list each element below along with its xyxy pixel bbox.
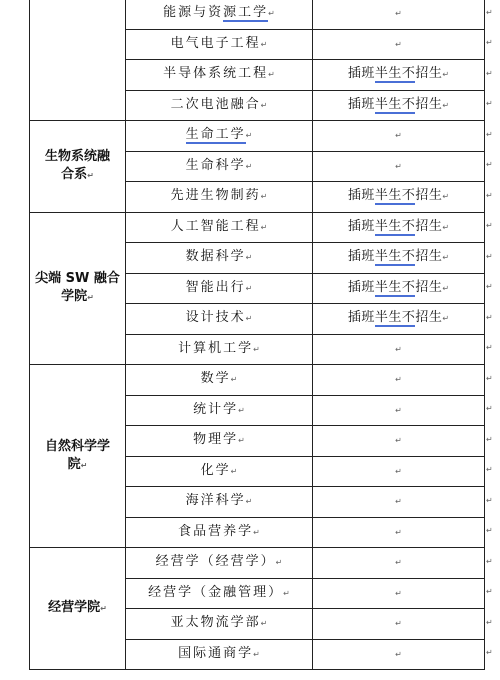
cell-end-mark-icon: ↵	[260, 39, 268, 49]
cell-end-mark-icon: ↵	[268, 70, 275, 80]
row-end-mark-icon: ↵	[486, 526, 493, 536]
cell-end-mark-icon: ↵	[260, 192, 268, 202]
major-cell	[126, 90, 313, 121]
cell-end-mark-icon: ↵	[275, 558, 283, 568]
college-cell	[30, 0, 126, 121]
note-text: 插班半生不招生	[347, 66, 443, 82]
major-name: 设计技术	[185, 310, 246, 326]
cell-end-mark-icon: ↵	[245, 497, 253, 507]
major-name: 海洋科学	[185, 493, 246, 509]
row-end-mark-icon: ↵	[486, 221, 493, 231]
cell-end-mark-icon: ↵	[245, 314, 253, 324]
note-cell	[313, 365, 485, 396]
row-end-mark-icon: ↵	[486, 160, 493, 170]
college-cell	[30, 121, 126, 213]
row-end-mark-icon: ↵	[486, 282, 493, 292]
cell-end-mark-icon: ↵	[245, 161, 253, 171]
majors-table-body	[30, 0, 485, 670]
note-text: 插班半生不招生	[347, 310, 443, 326]
college-name-line: 学院↵	[61, 288, 94, 304]
cell-end-mark-icon: ↵	[245, 283, 253, 293]
cell-end-mark-icon: ↵	[395, 588, 402, 598]
table-row	[30, 0, 485, 29]
note-text: 插班半生不招生	[347, 96, 443, 112]
major-cell	[126, 60, 313, 91]
major-cell	[126, 517, 313, 548]
major-name: 经营学（经营学）	[155, 554, 276, 570]
note-cell	[313, 29, 485, 60]
paragraph-mark-icon: ↵	[87, 170, 94, 180]
college-name-line: 院↵	[67, 456, 88, 472]
note-cell	[313, 517, 485, 548]
note-text: 插班半生不招生	[347, 218, 443, 234]
cell-end-mark-icon: ↵	[245, 131, 253, 141]
college-cell	[30, 212, 126, 365]
row-end-mark-icon: ↵	[486, 648, 493, 658]
row-end-mark-icon: ↵	[486, 99, 493, 109]
cell-end-mark-icon: ↵	[253, 649, 260, 659]
note-cell	[313, 60, 485, 91]
major-cell	[126, 609, 313, 640]
table-row	[30, 365, 485, 396]
major-cell	[126, 395, 313, 426]
note-cell	[313, 304, 485, 335]
major-cell	[126, 456, 313, 487]
note-cell	[313, 151, 485, 182]
college-cell	[30, 365, 126, 548]
note-cell	[313, 426, 485, 457]
major-cell	[126, 304, 313, 335]
major-name: 生命科学	[185, 157, 246, 173]
major-cell	[126, 243, 313, 274]
cell-end-mark-icon: ↵	[283, 588, 290, 598]
major-cell	[126, 548, 313, 579]
row-end-mark-icon: ↵	[486, 129, 493, 139]
major-name: 化学	[200, 462, 231, 478]
cell-end-mark-icon: ↵	[245, 253, 253, 263]
cell-end-mark-icon: ↵	[260, 100, 268, 110]
note-text: 插班半生不招生	[347, 279, 443, 295]
cell-end-mark-icon: ↵	[395, 649, 402, 659]
major-cell	[126, 426, 313, 457]
cell-end-mark-icon: ↵	[395, 344, 402, 354]
note-cell	[313, 609, 485, 640]
major-name: 人工智能工程	[170, 218, 261, 234]
cell-end-mark-icon: ↵	[395, 131, 402, 141]
major-name: 物理学	[193, 432, 239, 448]
major-name: 国际通商学	[178, 645, 254, 661]
major-name: 计算机工学	[178, 340, 254, 356]
major-cell	[126, 182, 313, 213]
major-name: 亚太物流学部	[170, 615, 261, 631]
table-row	[30, 548, 485, 579]
note-cell	[313, 121, 485, 152]
row-end-mark-icon: ↵	[486, 7, 493, 17]
cell-end-mark-icon: ↵	[395, 527, 402, 537]
row-end-mark-icon: ↵	[486, 38, 493, 48]
major-name: 电气电子工程	[170, 35, 261, 51]
college-name-line: 尖端 SW 融合	[35, 270, 120, 286]
note-cell	[313, 395, 485, 426]
paragraph-mark-icon: ↵	[100, 604, 107, 613]
major-name: 半导体系统工程	[163, 66, 269, 82]
cell-end-mark-icon: ↵	[395, 405, 402, 415]
major-name: 数据科学	[185, 249, 246, 265]
note-text: 插班半生不招生	[347, 249, 443, 265]
row-end-mark-icon: ↵	[486, 373, 493, 383]
row-end-mark-icon: ↵	[486, 587, 493, 597]
major-name: 经营学（金融管理）	[148, 584, 284, 600]
cell-end-mark-icon: ↵	[395, 558, 402, 568]
majors-table	[29, 0, 485, 670]
college-name-line: 自然科学学	[44, 438, 110, 454]
note-cell	[313, 578, 485, 609]
major-name: 智能出行	[185, 279, 246, 295]
note-cell	[313, 639, 485, 670]
note-cell	[313, 487, 485, 518]
row-end-mark-icon: ↵	[486, 465, 493, 475]
cell-end-mark-icon: ↵	[238, 405, 245, 415]
note-text: 插班半生不招生	[347, 188, 443, 204]
paragraph-mark-icon: ↵	[80, 460, 88, 470]
note-cell	[313, 334, 485, 365]
note-cell	[313, 456, 485, 487]
row-end-mark-icon: ↵	[486, 617, 493, 627]
cell-end-mark-icon: ↵	[253, 527, 260, 537]
major-cell	[126, 334, 313, 365]
major-name: 统计学	[193, 401, 239, 417]
paragraph-mark-icon: ↵	[87, 292, 94, 302]
row-end-mark-icon: ↵	[486, 556, 493, 566]
row-end-mark-icon: ↵	[486, 404, 493, 414]
major-cell	[126, 487, 313, 518]
major-cell	[126, 212, 313, 243]
cell-end-mark-icon: ↵	[395, 39, 402, 49]
row-end-mark-icon: ↵	[486, 251, 493, 261]
cell-end-mark-icon: ↵	[442, 283, 450, 293]
major-cell	[126, 151, 313, 182]
college-name-line: 经营学院↵	[48, 600, 107, 615]
major-cell	[126, 639, 313, 670]
note-cell	[313, 0, 485, 29]
major-cell	[126, 578, 313, 609]
college-name-line: 合系↵	[61, 166, 94, 182]
cell-end-mark-icon: ↵	[395, 497, 402, 507]
major-cell	[126, 29, 313, 60]
cell-end-mark-icon: ↵	[442, 222, 450, 232]
major-name: 食品营养学	[178, 523, 254, 539]
cell-end-mark-icon: ↵	[260, 619, 268, 629]
college-name-line: 生物系统融	[44, 148, 110, 164]
cell-end-mark-icon: ↵	[230, 375, 238, 385]
row-end-mark-icon: ↵	[486, 495, 493, 505]
cell-end-mark-icon: ↵	[442, 253, 450, 263]
table-row	[30, 212, 485, 243]
cell-end-mark-icon: ↵	[268, 9, 275, 19]
cell-end-mark-icon: ↵	[395, 161, 402, 171]
cell-end-mark-icon: ↵	[442, 192, 450, 202]
cell-end-mark-icon: ↵	[442, 70, 450, 80]
major-name: 数学	[200, 371, 231, 387]
cell-end-mark-icon: ↵	[230, 466, 238, 476]
major-name: 先进生物制药	[170, 188, 261, 204]
note-cell	[313, 90, 485, 121]
college-cell	[30, 548, 126, 670]
cell-end-mark-icon: ↵	[253, 344, 260, 354]
note-cell	[313, 212, 485, 243]
cell-end-mark-icon: ↵	[395, 466, 402, 476]
row-end-mark-icon: ↵	[486, 312, 493, 322]
cell-end-mark-icon: ↵	[238, 436, 245, 446]
note-cell	[313, 548, 485, 579]
row-end-mark-icon: ↵	[486, 343, 493, 353]
row-end-mark-icon: ↵	[486, 68, 493, 78]
row-end-mark-icon: ↵	[486, 434, 493, 444]
major-cell	[126, 121, 313, 152]
major-name: 二次电池融合	[170, 96, 261, 112]
note-cell	[313, 182, 485, 213]
major-name: 生命工学	[185, 127, 246, 143]
cell-end-mark-icon: ↵	[395, 619, 402, 629]
major-name: 能源与资源工学	[163, 5, 269, 21]
major-cell	[126, 273, 313, 304]
row-end-mark-icon: ↵	[486, 190, 493, 200]
note-cell	[313, 273, 485, 304]
note-cell	[313, 243, 485, 274]
major-cell	[126, 365, 313, 396]
cell-end-mark-icon: ↵	[260, 222, 268, 232]
major-cell	[126, 0, 313, 29]
cell-end-mark-icon: ↵	[395, 436, 402, 446]
cell-end-mark-icon: ↵	[442, 314, 450, 324]
cell-end-mark-icon: ↵	[395, 375, 402, 385]
table-row	[30, 121, 485, 152]
cell-end-mark-icon: ↵	[442, 100, 450, 110]
cell-end-mark-icon: ↵	[395, 9, 402, 19]
